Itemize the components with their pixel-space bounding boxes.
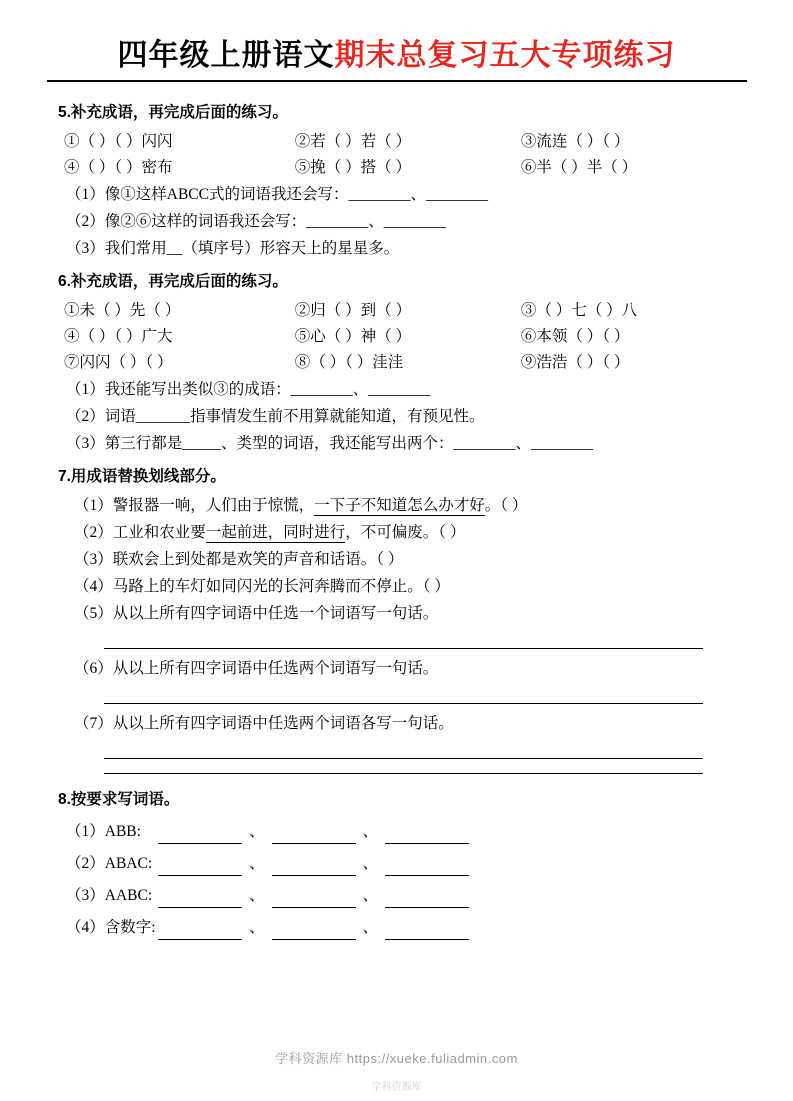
question-text: 从以上所有四字词语中任选两个词语各写一句话。 [112,715,454,733]
page-title-block [0,38,793,82]
word-blank[interactable] [158,860,242,877]
word-blank[interactable] [272,828,356,845]
question-item [74,548,747,572]
question-text: 联欢会上到处都是欢笑的声音和话语。（ ） [112,551,404,569]
question-underlined-text: 一起前进，同时进行 [205,524,346,542]
question-suffix: 。（ ） [484,497,528,515]
blank-separator: 、 [249,855,265,873]
question-text: 警报器一响，人们由于惊慌， [112,497,315,515]
idiom-cell: ②若（ ）若（ ） [294,133,411,151]
blank-separator: 、 [249,823,265,841]
word-blank[interactable] [272,860,356,877]
idiom-cell: ⑦闪闪（ ）（ ） [64,354,173,372]
idiom-cell: ⑧（ ）（ ）洼洼 [294,354,404,372]
word-row-label: （1）ABB: [66,823,141,841]
idiom-cell: ①（ ）（ ）闪闪 [64,133,173,151]
question-prefix: （1） [74,497,113,515]
idiom-cell: ⑨浩浩（ ）（ ） [520,354,630,372]
answer-line[interactable] [104,773,703,774]
section-heading-5: 5.补充成语，再完成后面的练习。 [58,104,288,121]
word-blank[interactable] [385,892,469,909]
question-prefix: （2） [74,524,113,542]
idiom-row [64,299,747,323]
question-text: 工业和农业要 [112,524,206,542]
blank-separator: 、 [362,855,379,873]
question-underlined-text: 一下子不知道怎么办才好 [314,497,485,515]
word-row-blanks[interactable] [158,820,747,844]
question-prefix: （7） [74,715,113,733]
question-item [74,575,747,599]
answer-line[interactable] [104,758,703,759]
idiom-cell: ⑥本领（ ）（ ） [520,328,630,346]
worksheet-content [0,82,793,940]
idiom-cell: ④（ ）（ ）密布 [64,159,173,177]
blank-separator: 、 [362,823,379,841]
word-row [66,916,747,940]
word-row-label: （4）含数字: [66,919,156,937]
idiom-cell: ⑤心（ ）神（ ） [294,328,411,346]
idiom-cell: ②归（ ）到（ ） [294,302,411,320]
word-row [66,820,747,844]
page-title [118,38,676,74]
word-blank[interactable] [385,924,469,941]
word-row-blanks[interactable] [158,916,747,940]
idiom-cell: ③流连（ ）（ ） [520,133,630,151]
question-text: 从以上所有四字词语中任选一个词语写一句话。 [112,605,439,623]
watermark-subtext: 学科资源库 [371,1082,422,1093]
question-prefix: （5） [74,605,113,623]
question-item: （1）像①这样ABCC式的词语我还会写：________、________ [66,186,488,204]
section-heading-6: 6.补充成语，再完成后面的练习。 [58,273,288,291]
word-blank[interactable] [158,924,242,941]
question-text: 从以上所有四字词语中任选两个词语写一句话。 [112,660,439,678]
word-blank[interactable] [385,828,469,845]
word-blank[interactable] [158,892,242,909]
question-item [74,602,747,626]
question-prefix: （6） [74,660,113,678]
blank-separator: 、 [362,919,379,937]
page-title-red: 期末总复习五大专项练习 [334,39,676,72]
worksheet-page [0,38,793,1101]
question-prefix: （3） [74,551,113,569]
word-row-label: （2）ABAC: [66,855,153,873]
word-blank[interactable] [158,828,242,845]
question-item: （2）像②⑥这样的词语我还会写：________、________ [66,213,446,231]
question-text: 马路上的车灯如同闪光的长河奔腾而不停止。（ ） [112,578,450,596]
word-row-blanks[interactable] [158,852,747,876]
question-item [74,521,747,545]
idiom-cell: ⑥半（ ）半（ ） [520,159,638,177]
idiom-row [64,351,747,375]
question-item [74,494,747,518]
answer-line[interactable] [104,703,703,704]
blank-separator: 、 [249,919,265,937]
word-blank[interactable] [272,924,356,941]
title-underline [47,80,747,82]
idiom-row [64,325,747,349]
word-blank[interactable] [385,860,469,877]
question-item [74,657,747,681]
word-row [66,852,747,876]
idiom-row [64,156,747,180]
question-item: （3）我们常用__（填序号）形容天上的星星多。 [66,240,400,258]
idiom-row [64,130,747,154]
word-blank[interactable] [272,892,356,909]
word-row-label: （3）AABC: [66,887,153,905]
answer-line[interactable] [104,648,703,649]
word-row-blanks[interactable] [158,884,747,908]
idiom-cell: ⑤挽（ ）搭（ ） [294,159,411,177]
idiom-cell: ④（ ）（ ）广大 [64,328,173,346]
question-item: （2）词语_______指事情发生前不用算就能知道，有预见性。 [66,408,485,426]
question-prefix: （4） [74,578,113,596]
section-heading-7: 7.用成语替换划线部分。 [58,468,226,486]
idiom-cell: ③（ ）七（ ）八 [520,302,638,320]
question-suffix: ，不可偏废。（ ） [345,524,466,542]
idiom-cell: ①未（ ）先（ ） [64,302,181,320]
page-title-black: 四年级上册语文 [117,39,335,72]
blank-separator: 、 [249,887,265,905]
question-item: （1）我还能写出类似③的成语：________、________ [66,381,431,399]
question-item [74,712,747,736]
question-item: （3）第三行都是_____、类型的词语，我还能写出两个：________、________ [66,435,594,453]
word-row [66,884,747,908]
watermark-text: 学科资源库 https://xueke.fuliadmin.com [275,1051,518,1066]
section-heading-8: 8.按要求写词语。 [58,791,180,809]
blank-separator: 、 [362,887,379,905]
